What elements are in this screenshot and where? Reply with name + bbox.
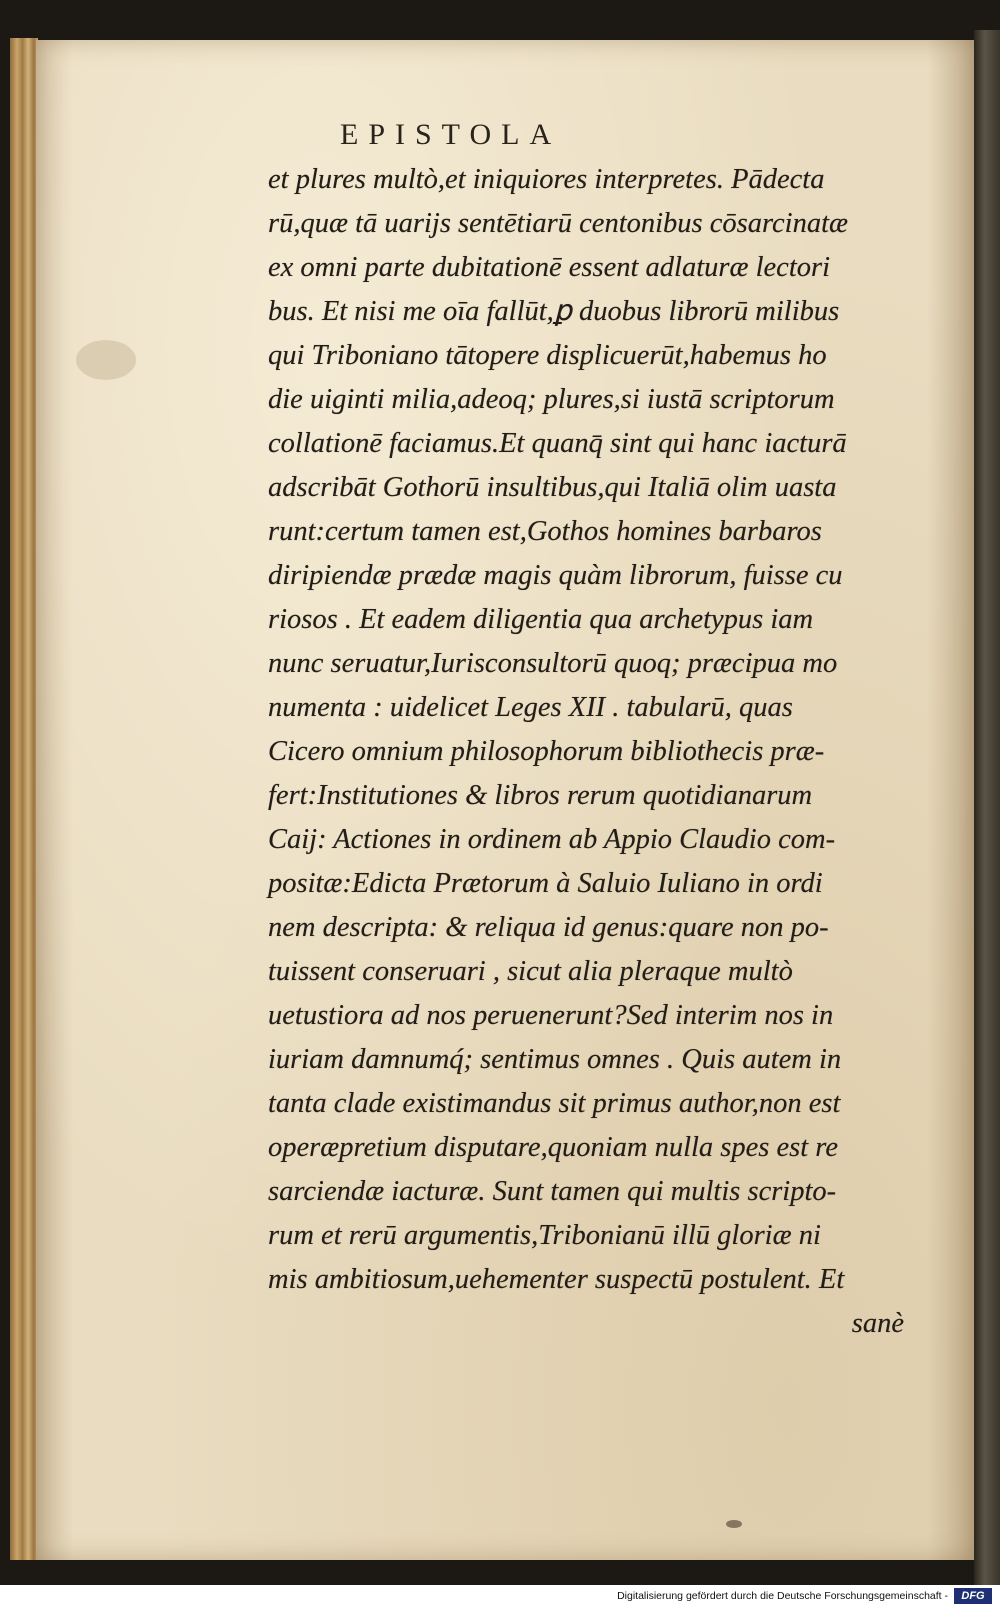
text-block [268,158,908,1346]
text-line: et plures multò,et iniquiores interpretes. Pādecta [268,164,825,195]
text-line: operæpretium disputare,quoniam nulla spes est re [268,1132,838,1163]
catchword: sanè [851,1308,904,1339]
text-line: mis ambitiosum,uehementer suspectū postulent. Et [268,1264,845,1295]
text-line: nem descripta: & reliqua id genus:quare non po- [268,912,829,943]
funding-credit: Digitalisierung gefördert durch die Deutsche Forschungsgemeinschaft - [617,1590,948,1602]
book-spine-edge [974,30,1000,1585]
text-line: sarciendæ iacturæ. Sunt tamen qui multis scripto- [268,1176,837,1207]
text-line: iuriam damnumq́; sentimus omnes . Quis autem in [268,1044,842,1075]
text-line: uetustiora ad nos peruenerunt?Sed interim nos in [268,1000,834,1031]
footer-bar [0,1585,1000,1610]
text-line: Caij: Actiones in ordinem ab Appio Claudio com- [268,824,836,855]
text-line: die uiginti milia,adeoq; plures,si iustā scriptorum [268,384,835,415]
running-head: EPISTOLA [340,118,562,151]
text-line: collationē faciamus.Et quanq̄ sint qui hanc iacturā [268,428,847,459]
text-line: Cicero omnium philosophorum bibliothecis præ- [268,736,825,767]
text-line: tanta clade existimandus sit primus author,non est [268,1088,841,1119]
text-line: rum et rerū argumentis,Tribonianū illū gloriæ ni [268,1220,821,1251]
text-line: rū,quæ tā uarijs sentētiarū centonibus cōsarcinatæ [268,208,849,239]
text-line: tuissent conseruari , sicut alia pleraque multò [268,956,793,987]
paper-stain [76,340,136,380]
text-line: positæ:Edicta Prætorum à Saluio Iuliano in ordi [268,868,823,899]
text-line: riosos . Et eadem diligentia qua archetypus iam [268,604,814,635]
paper-stain [726,1520,742,1528]
text-line: runt:certum tamen est,Gothos homines barbaros [268,516,822,547]
text-line: fert:Institutiones & libros rerum quotidianarum [268,780,813,811]
text-line: diripiendæ prædæ magis quàm librorum, fuisse cu [268,560,843,591]
text-line: bus. Et nisi me oīa fallūt,ꝑ duobus librorū milibus [268,296,840,327]
text-line: numenta : uidelicet Leges XII . tabularū, quas [268,692,793,723]
book-page-edges [10,38,38,1560]
text-line: ex omni parte dubitationē essent adlaturæ lectori [268,252,831,283]
text-line: qui Triboniano tātopere displicuerūt,habemus ho [268,340,827,371]
text-line: adscribāt Gothorū insultibus,qui Italiā olim uasta [268,472,837,503]
text-line: nunc seruatur,Iurisconsultorū quoq; præcipua mo [268,648,838,679]
dfg-logo-icon: DFG [954,1588,992,1604]
